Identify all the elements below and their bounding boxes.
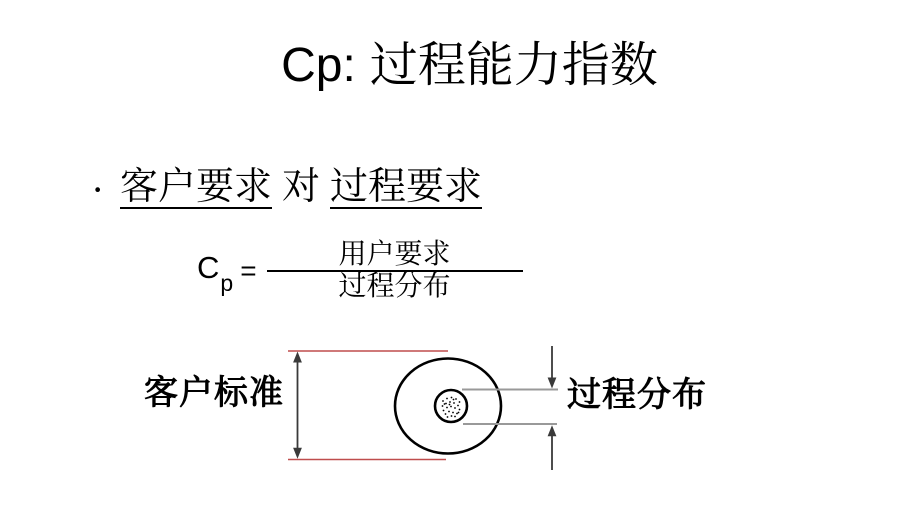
customer-spec-label: 客户标准	[144, 375, 284, 412]
title-latin: Cp:	[281, 39, 356, 92]
formula-symbol-base: C	[197, 250, 220, 286]
formula-symbol-subscript: p	[220, 269, 234, 296]
bullet-line	[120, 167, 482, 209]
spec-width-arrowheads	[293, 352, 302, 459]
process-stipple-dots	[442, 397, 461, 418]
cp-formula	[197, 240, 523, 302]
process-width-arrowheads	[548, 378, 557, 437]
formula-equals-sign: =	[240, 255, 257, 286]
formula-fraction	[267, 240, 523, 302]
bullet-connector: 对	[282, 166, 321, 208]
formula-numerator: 用户要求	[267, 240, 523, 272]
title-cjk: 过程能力指数	[369, 39, 658, 92]
process-distribution-label: 过程分布	[567, 377, 707, 414]
slide-title	[0, 38, 911, 94]
formula-denominator: 过程分布	[338, 271, 451, 302]
bullet-term-customer: 客户要求	[120, 166, 273, 208]
bullet-term-process: 过程要求	[330, 166, 483, 208]
bullet-marker-icon: ·	[91, 167, 105, 212]
outer-target-circle	[395, 359, 501, 454]
formula-symbol	[197, 250, 234, 296]
inner-process-circle	[435, 390, 467, 422]
